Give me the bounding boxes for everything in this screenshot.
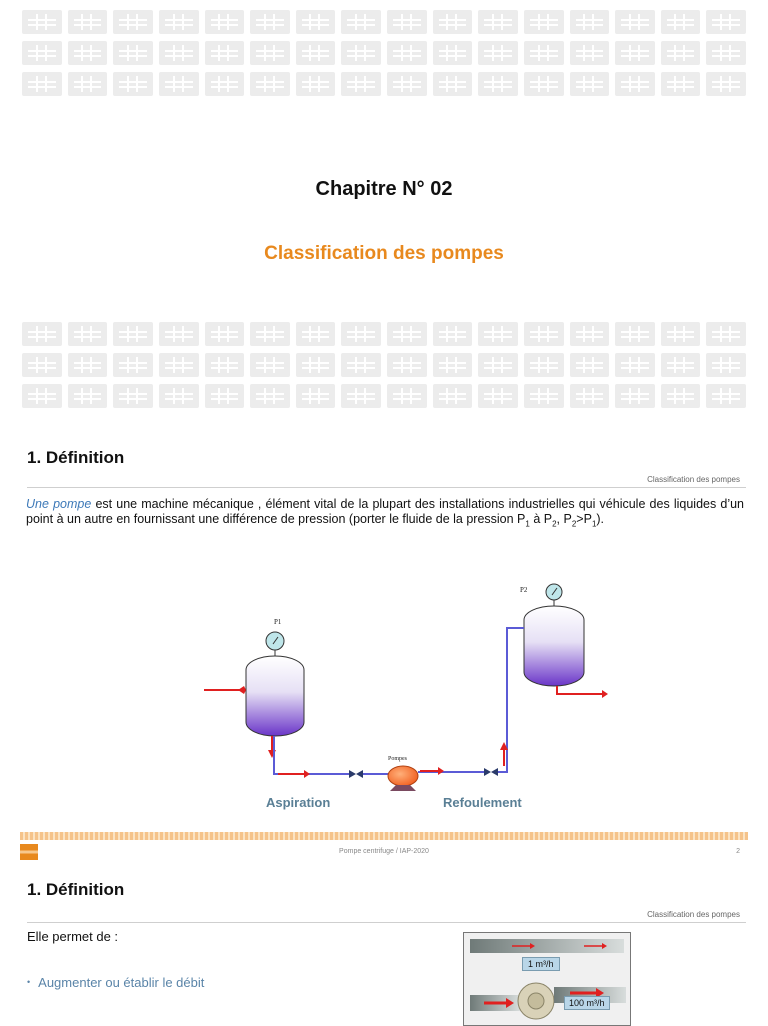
pattern-tile (615, 353, 655, 377)
flow-figure-svg (464, 933, 630, 1025)
chapter-title: Chapitre N° 02 (315, 178, 453, 200)
pattern-tile (387, 72, 427, 96)
pattern-tile (387, 10, 427, 34)
pattern-tile (387, 353, 427, 377)
pattern-tile (706, 41, 746, 65)
pattern-tile (387, 41, 427, 65)
pattern-tile (250, 72, 290, 96)
pattern-tile (159, 322, 199, 346)
pattern-tile (433, 41, 473, 65)
pattern-tile (433, 353, 473, 377)
pattern-tile (68, 10, 108, 34)
pattern-tile (22, 384, 62, 408)
pattern-tile (387, 384, 427, 408)
pattern-tile (205, 384, 245, 408)
discharge-line (418, 628, 524, 776)
pattern-tile (433, 10, 473, 34)
p1-label: P1 (274, 618, 282, 626)
header-tag: Classification des pompes (647, 475, 740, 484)
definition-paragraph: Une pompe est une machine mécanique , élément vital de la plupart des installations industrielles qui véhicule des liquides d’un point à un autre en fournissant une différence de pression (porter le fluide de la pression $P_1$ à $P_2$, $P_2>P_1$). (26, 497, 745, 529)
pattern-tile (341, 72, 381, 96)
pattern-tile (113, 72, 153, 96)
pattern-tile (661, 353, 701, 377)
pattern-tile (250, 41, 290, 65)
pattern-tile (706, 353, 746, 377)
pattern-tile (570, 322, 610, 346)
pattern-tile (341, 384, 381, 408)
pattern-tile (524, 41, 564, 65)
pattern-tile (250, 384, 290, 408)
pump-circuit-svg (204, 578, 612, 793)
pattern-tile (524, 322, 564, 346)
pattern-tile (205, 41, 245, 65)
pattern-tile (296, 72, 336, 96)
section-divider-2 (27, 922, 746, 923)
pattern-tile (570, 72, 610, 96)
pattern-tile (478, 10, 518, 34)
pattern-tile (296, 384, 336, 408)
pattern-tile (524, 384, 564, 408)
pattern-tile (478, 322, 518, 346)
pattern-tile (113, 41, 153, 65)
section-divider (27, 487, 746, 488)
pattern-tile (615, 41, 655, 65)
pattern-tile (159, 353, 199, 377)
header-tag-2: Classification des pompes (647, 910, 740, 919)
footer-stripe (20, 832, 748, 840)
flow-comparison-figure (463, 932, 631, 1026)
pattern-tile (387, 322, 427, 346)
pump-circuit-diagram (204, 578, 612, 793)
pattern-tile (341, 10, 381, 34)
pattern-tile (341, 353, 381, 377)
pattern-tile (205, 10, 245, 34)
pattern-tile (113, 322, 153, 346)
pattern-tile (22, 322, 62, 346)
p2-label: P2 (520, 586, 528, 594)
pattern-tile (524, 353, 564, 377)
intro-text: Elle permet de : (27, 929, 119, 944)
pattern-tile (570, 41, 610, 65)
pattern-tile (22, 41, 62, 65)
chapter-subtitle: Classification des pompes (264, 243, 504, 264)
tank-p2 (520, 584, 608, 698)
pattern-tile (706, 72, 746, 96)
pattern-tile (159, 72, 199, 96)
pattern-tile (296, 41, 336, 65)
section-title: 1. Définition (27, 448, 125, 467)
section-title-2: 1. Définition (27, 880, 125, 899)
pattern-tile (570, 353, 610, 377)
pattern-tile (615, 384, 655, 408)
pattern-tile (341, 41, 381, 65)
pattern-tile (433, 384, 473, 408)
pattern-tile (615, 72, 655, 96)
pattern-tile (706, 322, 746, 346)
bullet-dot-icon: • (27, 977, 31, 987)
pattern-tile (478, 41, 518, 65)
pattern-tile (524, 72, 564, 96)
pattern-tile (615, 10, 655, 34)
pattern-tile (205, 72, 245, 96)
pattern-tile (68, 41, 108, 65)
pattern-tile (68, 353, 108, 377)
footer-page-number: 2 (736, 848, 740, 855)
pump-label: Pompes (388, 756, 408, 762)
pattern-tile (570, 10, 610, 34)
pattern-tile (159, 384, 199, 408)
pattern-tile (661, 322, 701, 346)
pattern-tile (250, 10, 290, 34)
pattern-tile (205, 322, 245, 346)
pattern-tile (661, 72, 701, 96)
footer-course: Pompe centrifuge / IAP-2020 (339, 848, 429, 855)
pattern-tile (68, 72, 108, 96)
pattern-tile (478, 72, 518, 96)
pattern-tile (706, 10, 746, 34)
pattern-tile (22, 10, 62, 34)
watermark-pattern-top (22, 10, 746, 96)
pattern-tile (341, 322, 381, 346)
pattern-tile (113, 10, 153, 34)
pattern-tile (478, 384, 518, 408)
pattern-tile (661, 41, 701, 65)
pump (388, 756, 418, 791)
bullet-item: • Augmenter ou établir le débit (27, 975, 205, 990)
term-pompe: Une pompe (26, 497, 92, 511)
flow-large-label: 100 m³/h (564, 996, 610, 1010)
pattern-tile (205, 353, 245, 377)
pattern-tile (159, 41, 199, 65)
pattern-tile (22, 353, 62, 377)
refoulement-label: Refoulement (443, 795, 522, 810)
flow-small-label: 1 m³/h (522, 957, 560, 971)
pattern-tile (296, 10, 336, 34)
pattern-tile (113, 384, 153, 408)
pattern-tile (68, 384, 108, 408)
pattern-tile (433, 72, 473, 96)
watermark-pattern-middle (22, 322, 746, 408)
pattern-tile (433, 322, 473, 346)
pattern-tile (68, 322, 108, 346)
pattern-tile (615, 322, 655, 346)
pattern-tile (296, 353, 336, 377)
pattern-tile (478, 353, 518, 377)
tank-p1 (204, 618, 304, 736)
pattern-tile (250, 322, 290, 346)
pattern-tile (661, 384, 701, 408)
pattern-tile (661, 10, 701, 34)
pattern-tile (250, 353, 290, 377)
pattern-tile (570, 384, 610, 408)
suction-line (268, 736, 389, 778)
pattern-tile (113, 353, 153, 377)
pattern-tile (706, 384, 746, 408)
pattern-tile (159, 10, 199, 34)
aspiration-label: Aspiration (266, 795, 331, 810)
pattern-tile (296, 322, 336, 346)
pattern-tile (22, 72, 62, 96)
pattern-tile (524, 10, 564, 34)
